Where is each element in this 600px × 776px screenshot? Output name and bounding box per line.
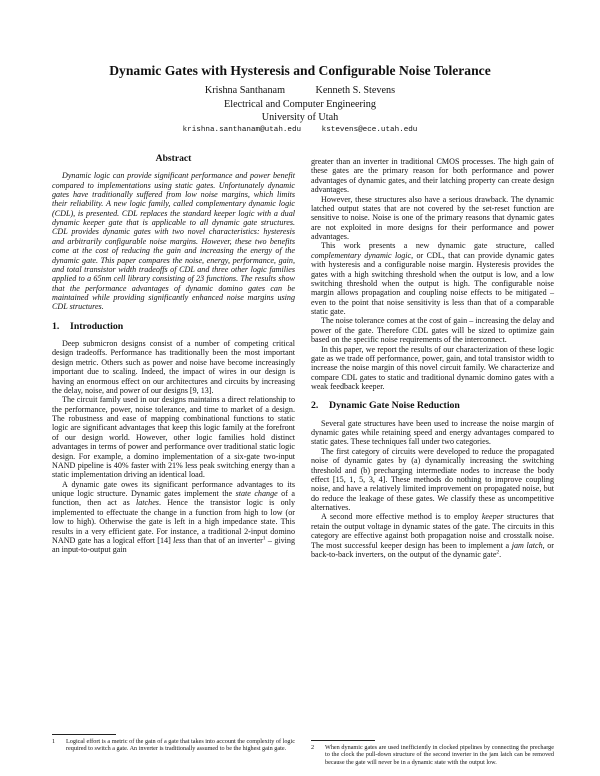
footnote [311,744,554,766]
abstract-heading: Abstract [155,153,192,164]
section-heading-noise-reduction [311,400,554,411]
paragraph: The noise tolerance comes at the cost of gain – increasing the delay and power of the gate. Therefore CDL gates will be sized to optimize gain based on the specific noise requirements of the interconnect. [311,316,554,345]
paragraph [52,480,295,555]
text-run: This work presents a new dynamic gate structure, called [321,241,554,251]
footnote-text: Logical effort is a metric of the gain of a gate that takes into account the complexity of logic required to switch a gate. An inverter is traditionally assumed to be the highest gain gate. [66,738,295,753]
emphasis: less [173,535,186,545]
section-title: Introduction [70,320,124,332]
author-name: Krishna Santhanam [204,85,285,96]
text-run: . Hence the transistor logic is only implemented to effectuate the change in a function from high to low (or low to high). Otherwise the gate is left in a high impedance state. This results in a very efficient gate. For instance, a traditional 2-input domino NAND gate has a logical effort [14] [52,498,295,545]
section-title: Dynamic Gate Noise Reduction [329,400,460,412]
text-run: structures that retain the output voltage in dynamic states of the gate. The circuits in this category are effective against both propagation noise and crosstalk noise. The most successful keeper design has been to implement a [311,512,554,550]
author-list [0,85,600,96]
footnote-ref[interactable]: 2 [496,549,500,556]
text-run: , or CDL, that can provide dynamic gates with hysteresis and a configurable noise margin. Hysteresis provides the gates with a high switching threshold when the output is low, and a low switching threshold when the output is high. The configurable noise margin allows propagation and coupling noise effects to be mitigated – even to the point that noise sensitivity is less than that of a comparable static gate. [311,250,555,316]
right-column [311,157,554,559]
text-run: of a function, then act as [52,489,295,508]
email-link[interactable]: kstevens@ece.utah.edu [321,126,418,134]
footnote-ref[interactable]: 1 [262,535,266,542]
emphasis: jam latch [511,540,543,550]
author-emails [0,126,600,134]
paragraph: However, these structures also have a serious drawback. The dynamic latched output states that are not covered by the set-reset function are sensitive to noise. Noise is one of the primary reasons that dynamic gates are not exploited in more designs for their performance and power advantages. [311,194,554,241]
footnote-divider [311,740,375,741]
emphasis: latches [136,498,159,508]
paragraph: Deep submicron designs consist of a number of competing critical design tradeoffs. Performance has traditionally been the most important design metric. Others such as power and noise have become increasingly important due to scaling. Indeed, the impact of wires in our design is having an enormous effect on our architectures and circuits by increasing the delay, noise, and power of our designs [9, 13]. [52,339,295,395]
footnote-area [52,734,295,753]
affiliation-university: University of Utah [261,112,339,123]
author-name: Kenneth S. Stevens [315,85,396,96]
footnote [52,738,295,753]
text-run: A dynamic gate owes its significant performance advantages to its unique logic structure. Dynamic gates implement the [52,479,295,499]
text-run: – giving an input-to-output gain [52,535,295,555]
footnote-divider [52,734,116,735]
footnote-mark: 2 [311,744,315,751]
emphasis: keeper [481,512,504,522]
footnote-mark: 1 [52,738,56,745]
emphasis: state change [235,489,278,499]
text-run: than that of an inverter [185,535,263,545]
emphasis: complementary dynamic logic [311,250,412,260]
email-link[interactable]: krishna.santhanam@utah.edu [182,126,302,134]
section-number: 1. [52,320,60,332]
paragraph [311,512,554,559]
paragraph: Several gate structures have been used to increase the noise margin of dynamic gates while retaining speed and energy advantages compared to static gates. These techniques fall under two categories. [311,418,554,447]
paragraph [311,241,554,316]
paragraph: The first category of circuits were developed to reduce the propagated noise of dynamic gates by (a) dynamically increasing the switching threshold and (b) precharging intermediate nodes to increase the body effect [15, 1, 5, 3, 4]. These methods do nothing to improve coupling noise, and have a relatively limited improvement on propagated noise, but do reduce the leakage of these gates. We classify these as uncompetitive alternatives. [311,446,554,513]
section-heading-introduction [52,321,295,332]
paragraph: In this paper, we report the results of our characterization of these logic gate as we trade off performance, power, gain, and total transistor width to increase the noise margin of this novel circuit family. We characterize and compare CDL gates to static and traditional dynamic domino gates with a weak feedback keeper. [311,344,554,391]
footnote-area [311,740,554,766]
abstract-text: Dynamic logic can provide significant performance and power benefit compared to implementations using static gates. Unfortunately dynamic gates have traditionally suffered from low noise margins, which limits their reliability. A new logic family, called complementary dynamic logic (CDL), is presented. CDL replaces the standard keeper logic with a dual dynamic keeper gate that is applicable to all dynamic gate structures. CDL provides dynamic gates with two novel characteristics: hysteresis and arbitrarily configurable noise margins. However, these two benefits come at the cost of reducing the gain and increasing the energy of the dynamic gate. This paper compares the noise, energy, performance, gain, and total transistor width tradeoffs of CDL and three other logic families applied to a 65nm cell library consisting of 23 functions. The results show that the performance advantages of dynamic domino gates can be maintained while providing significantly enhanced noise margins using CDL structures. [52,171,295,312]
paragraph: The circuit family used in our designs maintains a direct relationship to the performance, power, noise tolerance, and time to market of a design. The robustness and ease of mapping combinational functions to static logic are significant advantages that keep this logic family at the forefront of our design world. However, other logic families hold distinct advantages in terms of power and performance over traditional static logic design. For example, a domino implementation of a six-gate two-input NAND pipeline is 40% faster with 21% less peak switching energy than a static implementation driving an identical load. [52,395,295,480]
paragraph: greater than an inverter in traditional CMOS processes. The high gain of these gates are the primary reason for both performance and power advantages of dynamic gates, and their latching property can create design advantages. [311,157,554,195]
text-run: . [499,549,502,559]
text-run: , or back-to-back inverters, on the output of the dynamic gate [311,540,554,559]
section-number: 2. [311,400,319,412]
left-column [52,150,295,555]
paper-title: Dynamic Gates with Hysteresis and Configurable Noise Tolerance [109,63,491,78]
affiliation-department: Electrical and Computer Engineering [224,99,376,110]
footnote-text: When dynamic gates are used inefficiently in clocked pipelines by connecting the precharge to the clock the pull-down structure of the second inverter in the jam latch can be removed because the gate will never be in a dynamic state with the output low. [325,744,554,766]
text-run: A second more effective method is to employ [321,512,482,522]
